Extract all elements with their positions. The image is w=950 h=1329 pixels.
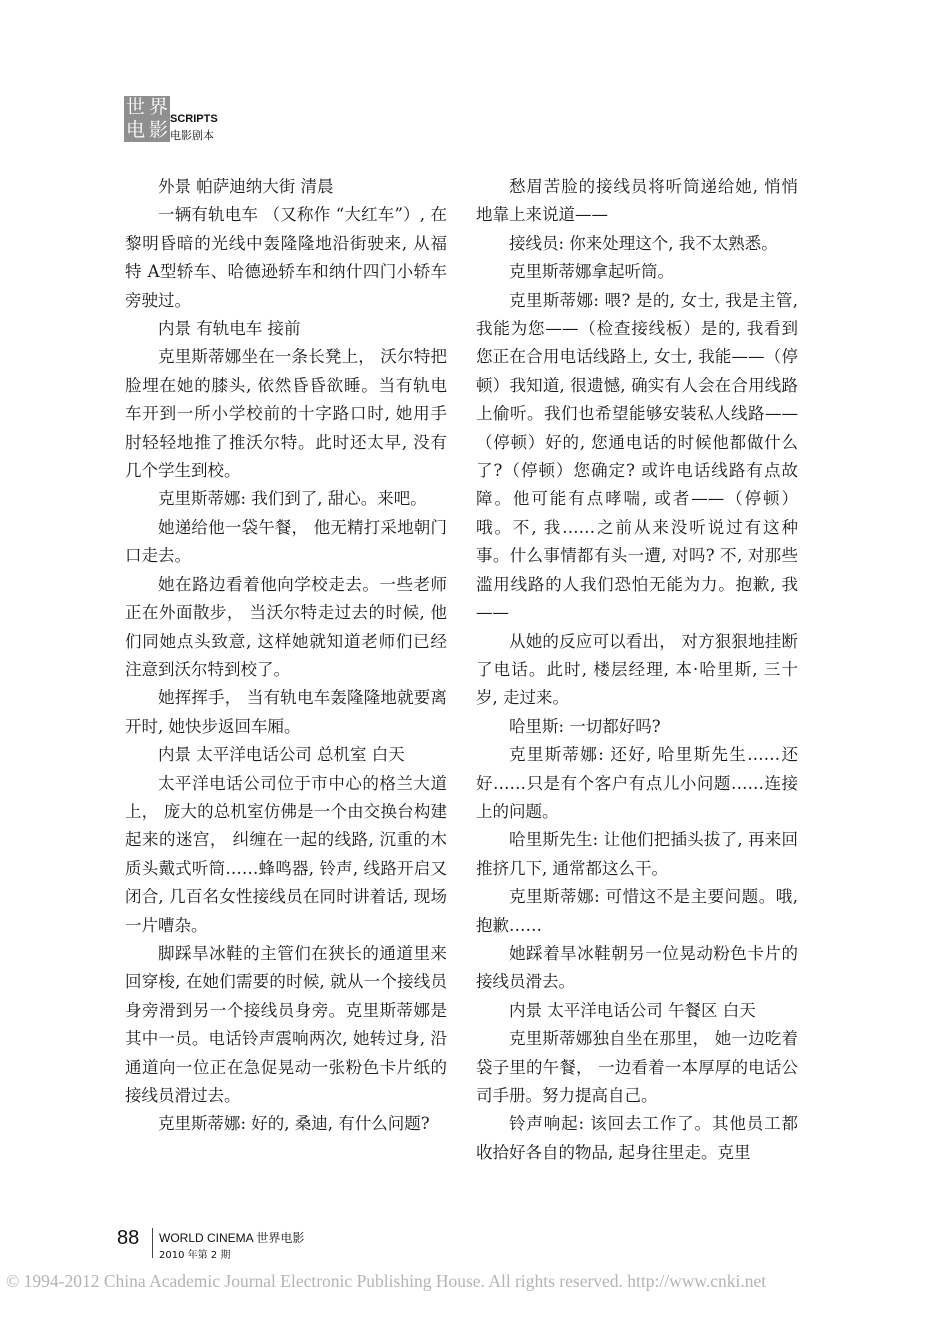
- footer-divider: [152, 1228, 153, 1258]
- paragraph: 愁眉苦脸的接线员将听筒递给她, 悄悄地靠上来说道——: [476, 177, 798, 225]
- paragraph: 哈里斯: 一切都好吗?: [509, 716, 661, 736]
- paragraph: 内景 有轨电车 接前: [158, 319, 301, 339]
- paragraph: 她递给他一袋午餐， 他无精打采地朝门口走去。: [125, 517, 447, 566]
- paragraph: 从她的反应可以看出， 对方狠狠地挂断了电话。此时, 楼层经理, 本·哈里斯, 三十岁, 走过来。: [476, 631, 798, 708]
- paragraph: 克里斯蒂娜: 好的, 桑迪, 有什么问题?: [158, 1114, 430, 1134]
- paragraph: 脚踩旱冰鞋的主管们在狭长的通道里来回穿梭, 在她们需要的时候, 就从一个接线员身旁滑到另一个接线员身旁。克里斯蒂娜是其中一员。电话铃声震响两次, 她转过身, 沿通道向一位正在急促晃动一张粉色卡片纸的接线员滑过去。: [125, 943, 447, 1105]
- section-label-en: SCRIPTS: [170, 113, 218, 125]
- paragraph: 铃声响起: 该回去工作了。其他员工都收拾好各自的物品, 起身往里走。克里: [476, 1114, 798, 1162]
- logo-char: 电: [126, 119, 146, 141]
- paragraph: 内景 太平洋电话公司 总机室 白天: [158, 745, 405, 765]
- paragraph: 哈里斯先生: 让他们把插头拔了, 再来回推挤几下, 通常都这么干。: [476, 830, 798, 878]
- paragraph: 外景 帕萨迪纳大街 清晨: [158, 177, 334, 196]
- paragraph: 她在路边看着他向学校走去。一些老师正在外面散步， 当沃尔特走过去的时候, 他们同她点头致意, 这样她就知道老师们已经注意到沃尔特到校了。: [125, 574, 447, 679]
- magazine-name: WORLD CINEMA 世界电影: [159, 1231, 305, 1245]
- paragraph: 她挥挥手， 当有轨电车轰隆隆地就要离开时, 她快步返回车厢。: [125, 688, 447, 736]
- section-label-cn: 电影剧本: [170, 129, 214, 142]
- paragraph: 接线员: 你来处理这个, 我不太熟悉。: [509, 233, 778, 253]
- paragraph: 一辆有轨电车 （又称作 “大红车”）, 在黎明昏暗的光线中轰隆隆地沿街驶来, 从福特 A型轿车、哈德逊轿车和纳什四门小轿车旁驶过。: [125, 205, 447, 310]
- copyright-notice: © 1994-2012 China Academic Journal Electronic Publishing House. All rights reserved. http://www.cnki.net: [6, 1271, 767, 1291]
- right-column: [476, 173, 798, 1167]
- paragraph: 她踩着旱冰鞋朝另一位晃动粉色卡片的接线员滑去。: [476, 943, 798, 992]
- logo-char: 界: [149, 96, 169, 118]
- logo-char: 世: [126, 96, 146, 118]
- left-column: [125, 173, 447, 1139]
- page-number: 88: [117, 1227, 140, 1249]
- logo-char: 影: [149, 119, 169, 141]
- paragraph: 克里斯蒂娜: 还好, 哈里斯先生……还好……只是有个客户有点儿小问题……连接上的问题。: [476, 745, 798, 821]
- paragraph: 克里斯蒂娜: 喂? 是的, 女士, 我是主管, 我能为您——（检查接线板）是的, 我看到您正在合用电话线路上, 女士, 我能——（停顿）我知道, 很遗憾, 确实有人会在合用线路上偷听。我们也希望能够安装私人线路——（停顿）好的, 您通电话的时候他都做什么了?（停顿）您确定? 或许电话线路有点故障。他可能有点哮喘, 或者——（停顿）哦。不, 我……之前从来没听说过有这种事。什么事情都有头一遭, 对吗? 不, 对那些滥用线路的人我们恐怕无能为力。抱歉, 我——: [476, 290, 798, 623]
- paragraph: 太平洋电话公司位于市中心的格兰大道上， 庞大的总机室仿佛是一个由交换台构建起来的迷宫， 纠缠在一起的线路, 沉重的木质头戴式听筒……蜂鸣器, 铃声, 线路开启又闭合, 几百名女性接线员在同时讲着话, 现场一片嘈杂。: [125, 773, 447, 935]
- masthead-logo: [124, 96, 170, 142]
- paragraph: 克里斯蒂娜: 我们到了, 甜心。来吧。: [158, 489, 427, 509]
- issue-label: 2010 年第 2 期: [159, 1250, 231, 1261]
- paragraph: 内景 太平洋电话公司 午餐区 白天: [509, 1000, 756, 1020]
- paragraph: 克里斯蒂娜坐在一条长凳上， 沃尔特把脸埋在她的膝头, 依然昏昏欲睡。当有轨电车开到一所小学校前的十字路口时, 她用手肘轻轻地推了推沃尔特。此时还太早, 没有几个学生到校。: [125, 347, 447, 481]
- paragraph: 克里斯蒂娜独自坐在那里， 她一边吃着袋子里的午餐， 一边看着一本厚厚的电话公司手册。努力提高自己。: [476, 1029, 798, 1105]
- paragraph: 克里斯蒂娜: 可惜这不是主要问题。哦, 抱歉……: [476, 887, 798, 935]
- paragraph: 克里斯蒂娜拿起听筒。: [509, 262, 674, 282]
